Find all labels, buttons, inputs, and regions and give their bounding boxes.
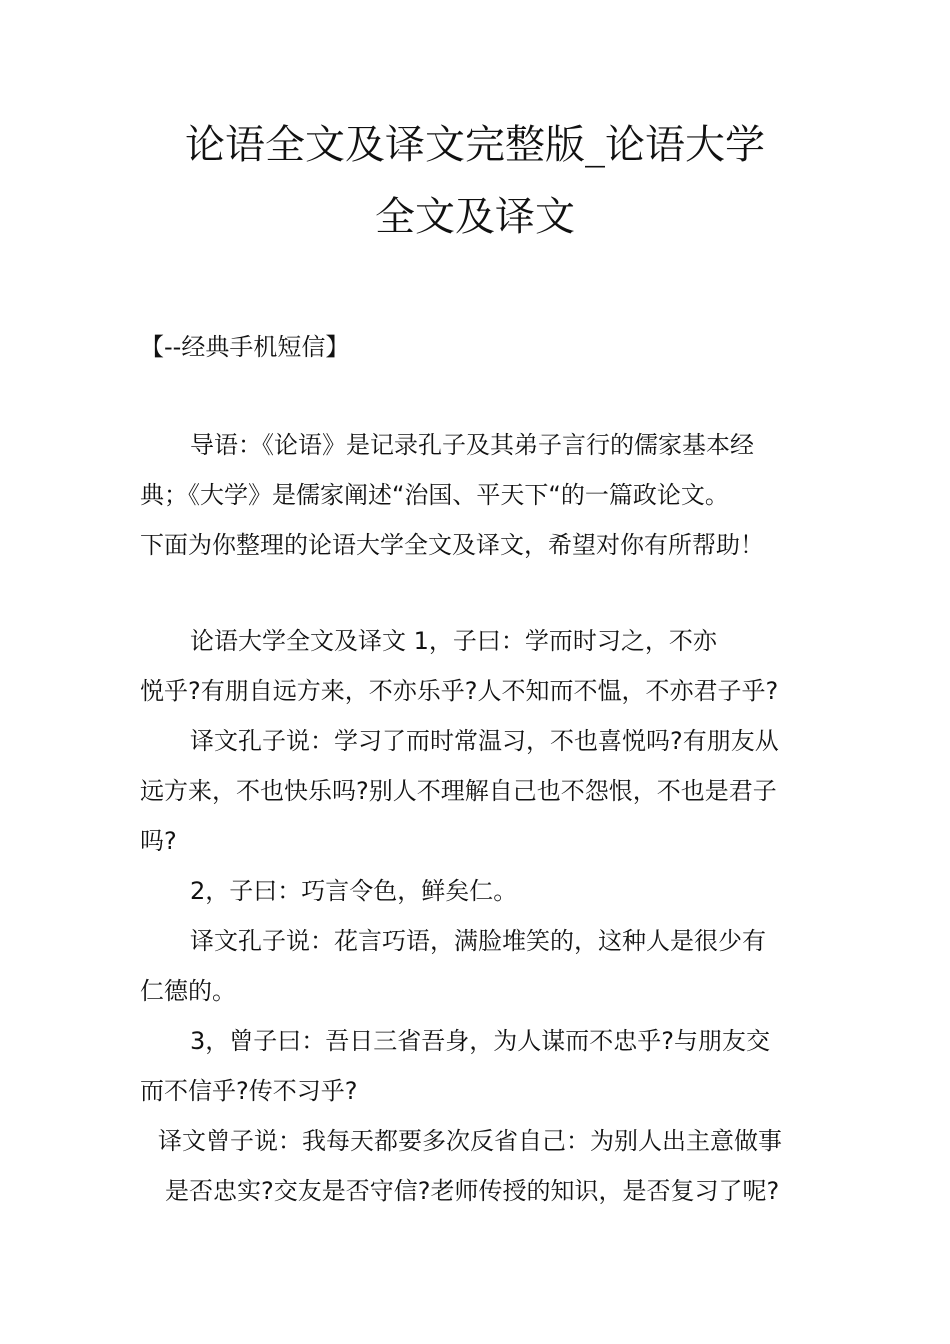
source-tag: 【--经典手机短信】 [140, 333, 350, 361]
section1-line-4: 远方来，不也快乐吗?别人不理解自己也不怨恨，不也是君子 [140, 777, 777, 805]
section2-line-1: 2，子曰：巧言令色，鲜矣仁。 [190, 877, 518, 905]
section2-line-2: 译文孔子说：花言巧语，满脸堆笑的，这种人是很少有 [190, 927, 766, 955]
section3-line-1: 3，曾子曰：吾日三省吾身，为人谋而不忠乎?与朋友交 [190, 1027, 771, 1055]
document-title-line-2: 全文及译文 [375, 194, 575, 240]
section3-line-3: 译文曾子说：我每天都要多次反省自己：为别人出主意做事 [158, 1127, 782, 1155]
section1-line-5: 吗? [140, 827, 177, 855]
section3-line-4: 是否忠实?交友是否守信?老师传授的知识，是否复习了呢? [165, 1177, 780, 1205]
section1-line-1: 论语大学全文及译文 1，子曰：学而时习之，不亦 [190, 627, 717, 655]
section2-line-3: 仁德的。 [140, 977, 236, 1005]
intro-line-2: 典；《大学》是儒家阐述“治国、平天下“的一篇政论文。 [140, 481, 729, 509]
intro-line-1: 导语：《论语》是记录孔子及其弟子言行的儒家基本经 [190, 431, 754, 459]
section1-line-2: 悦乎?有朋自远方来，不亦乐乎?人不知而不愠，不亦君子乎? [140, 677, 779, 705]
section3-line-2: 而不信乎?传不习乎? [140, 1077, 358, 1105]
section1-line-3: 译文孔子说：学习了而时常温习，不也喜悦吗?有朋友从 [190, 727, 779, 755]
document-title-line-1: 论语全文及译文完整版_论语大学 [185, 122, 765, 168]
intro-line-3: 下面为你整理的论语大学全文及译文，希望对你有所帮助！ [140, 531, 764, 559]
